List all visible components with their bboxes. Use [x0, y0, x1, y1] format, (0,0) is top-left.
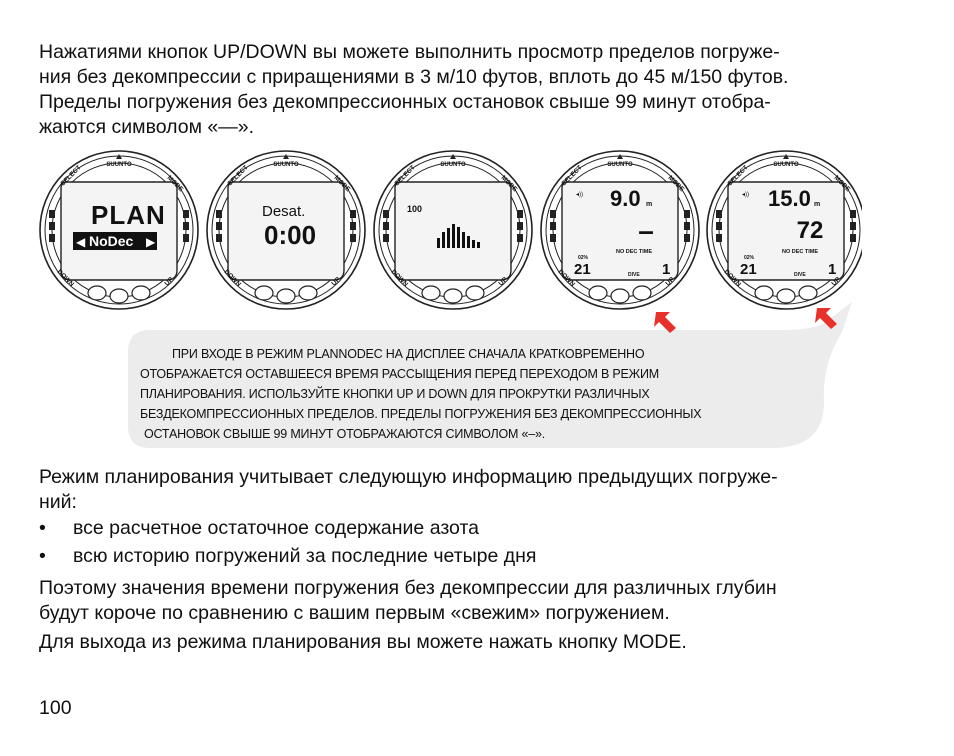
intro-line: Нажатиями кнопок UP/DOWN вы можете выполнить просмотр пределов погруже- [39, 41, 780, 63]
down-button-label: DOWN [389, 268, 410, 288]
up-button-label: UP [330, 276, 342, 288]
caption-line: ПРИ ВХОДЕ В РЕЖИМ PLANNODEC НА ДИСПЛЕЕ СНАЧАЛА КРАТКОВРЕМЕННО [172, 347, 645, 361]
up-button-label: UP [830, 276, 842, 288]
intro-line: Пределы погружения без декомпрессионных остановок свыше 99 минут отобра- [39, 91, 771, 113]
plan-subtitle: NoDec [89, 233, 134, 249]
down-button-label: DOWN [222, 268, 243, 288]
o2-label: 02% [744, 255, 755, 261]
no-dec-time-value: – [638, 215, 654, 246]
brand-label: SUUNTO [607, 162, 633, 168]
therefore-line: будут короче по сравнению с вашим первым «свежим» погружением. [39, 602, 670, 624]
brand-label: SUUNTO [273, 162, 299, 168]
up-button-label: UP [664, 276, 676, 288]
mode-button-label: MODE [332, 174, 352, 194]
bullet-text: всю историю погружений за последние четыре дня [73, 545, 537, 567]
select-button-label: SELECT [393, 164, 417, 188]
red-arrow-icon [654, 312, 676, 333]
intro-line: жаются символом «—». [39, 116, 255, 138]
brand-label: SUUNTO [440, 162, 466, 168]
dive-label: DIVE [628, 272, 640, 278]
dive-label: DIVE [794, 272, 806, 278]
figure-caption [140, 344, 780, 444]
bargraph-value: 100 [407, 204, 423, 214]
dive-number: 1 [828, 261, 837, 278]
depth-value: 9.0 [610, 186, 641, 211]
right-arrow-icon: ▶ [146, 235, 156, 249]
depth-value: 15.0 [768, 186, 811, 211]
select-button-label: SELECT [726, 164, 750, 188]
list-item [39, 516, 839, 541]
caption-line: ПЛАНИРОВАНИЯ. ИСПОЛЬЗУЙТЕ КНОПКИ UP И DOWN ДЛЯ ПРОКРУТКИ РАЗЛИЧНЫХ [140, 387, 650, 401]
caption-line: БЕЗДЕКОМПРЕССИОННЫХ ПРЕДЕЛОВ. ПРЕДЕЛЫ ПОГРУЖЕНИЯ БЕЗ ДЕКОМПРЕССИОННЫХ [140, 407, 702, 421]
left-arrow-icon: ◀ [76, 235, 86, 249]
dive-computer-bargraph-screen [374, 151, 532, 309]
no-dec-time-label: NO DEC TIME [616, 249, 653, 255]
down-button-label: DOWN [556, 268, 577, 288]
signal-icon: ◂)) [742, 192, 750, 198]
caption-line: ОСТАНОВОК СВЫШЕ 99 МИНУТ ОТОБРАЖАЮТСЯ СИМВОЛОМ «–». [144, 427, 545, 441]
down-button-label: DOWN [722, 268, 743, 288]
signal-icon: ◂)) [576, 192, 584, 198]
o2-label: 02% [578, 255, 589, 261]
intro-paragraph [39, 40, 889, 140]
brand-label: SUUNTO [773, 162, 799, 168]
dive-computer-depth-15-screen [707, 151, 862, 309]
bullet-mark: • [39, 517, 46, 539]
mode-intro-paragraph [39, 465, 889, 515]
up-button-label: UP [163, 276, 175, 288]
plan-title: PLAN [91, 200, 166, 230]
depth-unit: m [814, 201, 821, 208]
exit-paragraph [39, 630, 889, 655]
dive-computer-depth-9-screen [541, 151, 699, 309]
mode-intro-line: ний: [39, 491, 77, 513]
desat-label: Desat. [262, 203, 306, 220]
dive-number: 1 [662, 261, 671, 278]
page-number: 100 [39, 697, 72, 719]
intro-line: ния без декомпрессии с приращениями в 3 м/10 футов, вплоть до 45 м/150 футов. [39, 66, 789, 88]
depth-unit: m [646, 201, 653, 208]
up-button-label: UP [497, 276, 509, 288]
bullet-mark: • [39, 545, 46, 567]
dive-computer-plan-screen [40, 151, 198, 309]
no-dec-time-label: NO DEC TIME [782, 249, 819, 255]
select-button-label: SELECT [59, 164, 83, 188]
select-button-label: SELECT [226, 164, 250, 188]
bullet-text: все расчетное остаточное содержание азота [73, 517, 480, 539]
o2-percent: 21 [740, 261, 757, 278]
dive-computer-desat-screen [207, 151, 365, 309]
mode-button-label: MODE [165, 174, 185, 194]
therefore-line: Поэтому значения времени погружения без декомпрессии для различных глубин [39, 577, 777, 599]
therefore-paragraph [39, 576, 889, 626]
desat-time: 0:00 [264, 220, 317, 250]
o2-percent: 21 [574, 261, 591, 278]
down-button-label: DOWN [55, 268, 76, 288]
select-button-label: SELECT [560, 164, 584, 188]
mode-button-label: MODE [666, 174, 686, 194]
no-dec-time-value: 72 [796, 217, 824, 244]
exit-line: Для выхода из режима планирования вы можете нажать кнопку MODE. [39, 631, 687, 653]
caption-line: ОТОБРАЖАЕТСЯ ОСТАВШЕЕСЯ ВРЕМЯ РАССЫЩЕНИЯ ПЕРЕД ПЕРЕХОДОМ В РЕЖИМ [140, 367, 660, 381]
list-item [39, 544, 839, 569]
mode-button-label: MODE [499, 174, 519, 194]
mode-intro-line: Режим планирования учитывает следующую информацию предыдущих погруже- [39, 466, 778, 488]
mode-button-label: MODE [832, 174, 852, 194]
brand-label: SUUNTO [106, 162, 132, 168]
